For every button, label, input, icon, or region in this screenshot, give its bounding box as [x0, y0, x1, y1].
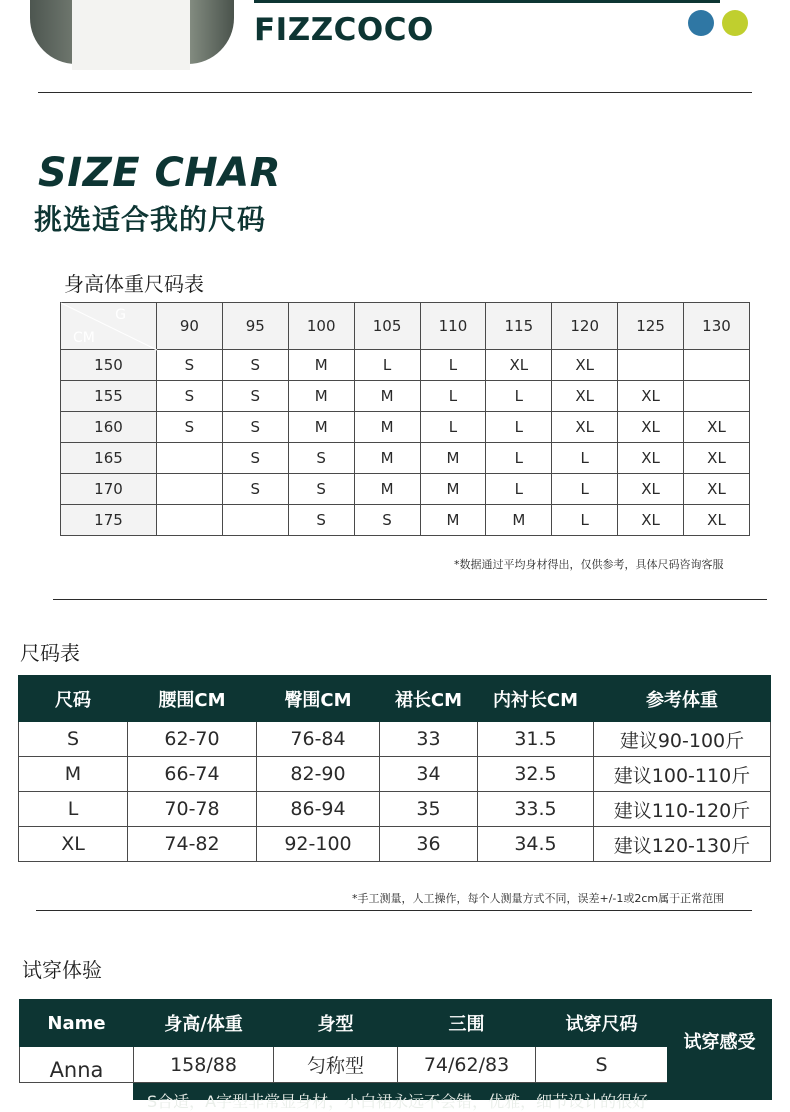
size-cell: M: [354, 381, 420, 412]
size-table-cell: L: [19, 792, 128, 827]
height-weight-note: *数据通过平均身材得出，仅供参考，具体尺码咨询客服: [454, 558, 724, 571]
size-cell: XL: [618, 474, 684, 505]
size-cell: M: [288, 412, 354, 443]
height-weight-rows: [61, 350, 750, 536]
section-divider-1: [53, 599, 767, 600]
height-row: [61, 381, 750, 412]
size-table-cell: 34.5: [478, 827, 594, 862]
try-on-header: Name: [20, 1000, 134, 1047]
height-row-header: 160: [61, 412, 157, 443]
size-table-cell: 92-100: [257, 827, 380, 862]
size-cell: XL: [684, 443, 750, 474]
size-cell: M: [354, 474, 420, 505]
size-cell: L: [420, 381, 486, 412]
try-on-feeling-header: 试穿感受: [668, 1000, 772, 1083]
height-weight-chart-label: 身高体重尺码表: [64, 272, 204, 296]
size-cell: S: [288, 443, 354, 474]
size-table-cell: 36: [380, 827, 478, 862]
size-table-cell: 70-78: [128, 792, 257, 827]
size-table-header: 参考体重: [594, 676, 771, 722]
weight-header-row: [61, 303, 750, 350]
size-chart-title: SIZE CHAR: [38, 150, 282, 196]
weight-col-header: 105: [354, 303, 420, 350]
size-cell: L: [420, 350, 486, 381]
corner-header-cell: [61, 303, 157, 350]
size-cell: S: [222, 474, 288, 505]
brand-top-rule: [254, 0, 720, 3]
height-row: [61, 443, 750, 474]
size-cell: M: [354, 443, 420, 474]
height-row: [61, 505, 750, 536]
size-table-cell: 建议110-120斤: [594, 792, 771, 827]
size-chart-subtitle: 挑选适合我的尺码: [34, 203, 267, 236]
size-table-header-row: [19, 676, 771, 722]
size-table-cell: 86-94: [257, 792, 380, 827]
tester-name: Anna: [20, 1047, 134, 1083]
size-table-cell: M: [19, 757, 128, 792]
size-table-header: 尺码: [19, 676, 128, 722]
size-table-header: 臀围CM: [257, 676, 380, 722]
tester-measurements: 74/62/83: [398, 1047, 536, 1083]
size-table-cell: S: [19, 722, 128, 757]
size-cell: S: [222, 381, 288, 412]
size-table-cell: 82-90: [257, 757, 380, 792]
weight-col-header: 90: [157, 303, 223, 350]
header-divider: [38, 92, 752, 93]
size-cell: L: [420, 412, 486, 443]
height-row-header: 150: [61, 350, 157, 381]
try-on-feeling-text: S合适，A字型非常显身材，小白裙永远不会错，优雅，细节设计的很好: [147, 1092, 649, 1111]
size-cell: [618, 350, 684, 381]
size-table-cell: 建议90-100斤: [594, 722, 771, 757]
size-row: [19, 757, 771, 792]
size-cell: L: [486, 474, 552, 505]
size-cell: L: [552, 443, 618, 474]
size-cell: M: [420, 474, 486, 505]
size-cell: L: [354, 350, 420, 381]
height-row-header: 155: [61, 381, 157, 412]
size-table-cell: 建议120-130斤: [594, 827, 771, 862]
weight-col-header: 125: [618, 303, 684, 350]
size-table-header: 裙长CM: [380, 676, 478, 722]
size-table-cell: 35: [380, 792, 478, 827]
tester-size: S: [536, 1047, 668, 1083]
size-table-header: 腰围CM: [128, 676, 257, 722]
size-table-cell: 33.5: [478, 792, 594, 827]
size-cell: XL: [684, 412, 750, 443]
size-table-cell: 66-74: [128, 757, 257, 792]
size-row: [19, 722, 771, 757]
weight-col-header: 100: [288, 303, 354, 350]
size-cell: XL: [684, 474, 750, 505]
size-cell: L: [552, 505, 618, 536]
accent-dot-blue: [688, 10, 714, 36]
size-cell: S: [157, 412, 223, 443]
size-cell: [684, 381, 750, 412]
weight-col-header: 115: [486, 303, 552, 350]
weight-col-header: 95: [222, 303, 288, 350]
try-on-header: 三围: [398, 1000, 536, 1047]
height-row: [61, 474, 750, 505]
size-table-label: 尺码表: [20, 641, 80, 665]
size-cell: S: [354, 505, 420, 536]
size-cell: [222, 505, 288, 536]
try-on-header: 身型: [274, 1000, 398, 1047]
size-cell: XL: [684, 505, 750, 536]
size-cell: XL: [552, 350, 618, 381]
tester-height-weight: 158/88: [134, 1047, 274, 1083]
size-cell: M: [420, 443, 486, 474]
corner-height-unit: CM: [73, 330, 95, 346]
size-cell: L: [486, 381, 552, 412]
height-row-header: 165: [61, 443, 157, 474]
size-cell: M: [354, 412, 420, 443]
measurement-note: *手工测量，人工操作，每个人测量方式不同，误差+/-1或2cm属于正常范围: [352, 892, 725, 905]
size-cell: M: [420, 505, 486, 536]
size-row: [19, 792, 771, 827]
try-on-header: 身高/体重: [134, 1000, 274, 1047]
size-cell: [157, 474, 223, 505]
size-row: [19, 827, 771, 862]
size-cell: XL: [618, 505, 684, 536]
brand-name: FIZZCOCO: [254, 12, 434, 48]
size-table-cell: 建议100-110斤: [594, 757, 771, 792]
size-cell: M: [288, 381, 354, 412]
size-table-cell: 32.5: [478, 757, 594, 792]
size-table-header: 内衬长CM: [478, 676, 594, 722]
weight-col-header: 130: [684, 303, 750, 350]
size-table-cell: 34: [380, 757, 478, 792]
model-photo: [30, 0, 234, 64]
accent-dot-lime: [722, 10, 748, 36]
size-cell: XL: [618, 443, 684, 474]
size-cell: S: [157, 350, 223, 381]
size-cell: L: [552, 474, 618, 505]
size-table-cell: 62-70: [128, 722, 257, 757]
size-cell: XL: [486, 350, 552, 381]
size-measurement-table: [18, 675, 771, 862]
size-cell: XL: [552, 412, 618, 443]
size-cell: [157, 505, 223, 536]
height-row-header: 175: [61, 505, 157, 536]
height-weight-size-table: [60, 302, 750, 536]
size-cell: M: [486, 505, 552, 536]
size-cell: L: [486, 412, 552, 443]
weight-col-header: 110: [420, 303, 486, 350]
size-cell: XL: [552, 381, 618, 412]
section-divider-2: [36, 910, 752, 911]
size-cell: S: [222, 412, 288, 443]
size-cell: S: [288, 474, 354, 505]
size-cell: S: [157, 381, 223, 412]
size-table-rows: [19, 722, 771, 862]
try-on-header: 试穿尺码: [536, 1000, 668, 1047]
weight-col-header: 120: [552, 303, 618, 350]
size-cell: [157, 443, 223, 474]
tester-body-type: 匀称型: [274, 1047, 398, 1083]
size-table-cell: 74-82: [128, 827, 257, 862]
height-row-header: 170: [61, 474, 157, 505]
size-cell: S: [222, 443, 288, 474]
size-cell: [684, 350, 750, 381]
try-on-feeling-band: [133, 1083, 772, 1111]
size-table-cell: 33: [380, 722, 478, 757]
corner-weight-unit: G: [115, 307, 126, 323]
model-shirt: [72, 0, 190, 70]
size-table-cell: XL: [19, 827, 128, 862]
try-on-header-row: [20, 1000, 772, 1047]
try-on-label: 试穿体验: [22, 958, 102, 982]
size-cell: S: [222, 350, 288, 381]
size-cell: M: [288, 350, 354, 381]
height-row: [61, 350, 750, 381]
size-cell: L: [486, 443, 552, 474]
try-on-row: [20, 1047, 772, 1083]
size-cell: XL: [618, 381, 684, 412]
try-on-table: [19, 999, 772, 1083]
height-row: [61, 412, 750, 443]
size-cell: XL: [618, 412, 684, 443]
size-table-cell: 76-84: [257, 722, 380, 757]
size-table-cell: 31.5: [478, 722, 594, 757]
size-cell: S: [288, 505, 354, 536]
